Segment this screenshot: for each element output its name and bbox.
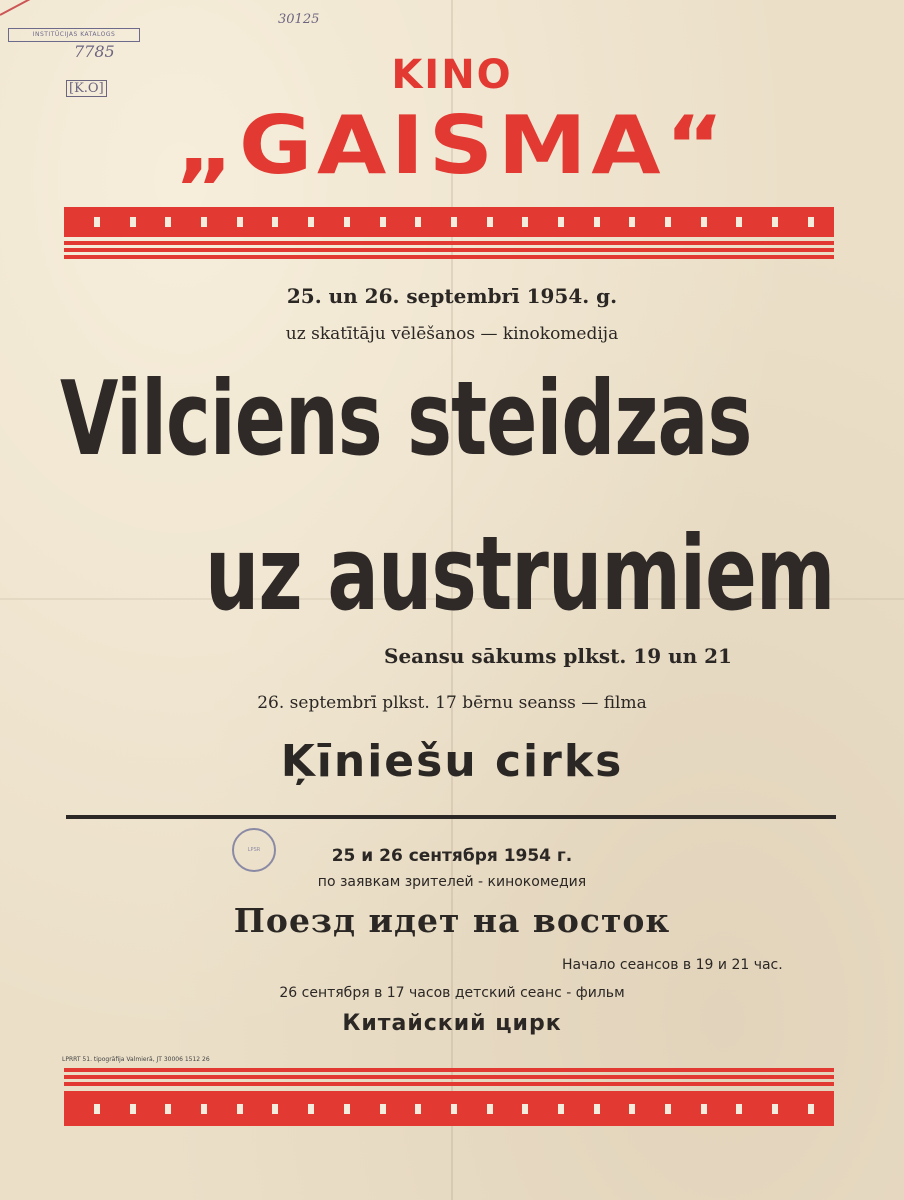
strip-hole <box>272 217 278 227</box>
strip-hole <box>415 217 421 227</box>
strip-hole <box>201 217 207 227</box>
strip-hole <box>344 1104 350 1114</box>
kids-film-title-ru: Китайский цирк <box>342 1011 562 1036</box>
strip-hole <box>808 1104 814 1114</box>
strip-hole <box>665 217 671 227</box>
strip-hole <box>629 1104 635 1114</box>
strip-hole <box>808 217 814 227</box>
strip-hole <box>558 217 564 227</box>
top-strip-holes <box>94 207 814 237</box>
screening-date-ru: 25 и 26 сентября 1954 г. <box>331 846 573 866</box>
top-strip-line-1 <box>64 241 834 245</box>
strip-hole <box>165 217 171 227</box>
bottom-strip-line-2 <box>64 1075 834 1079</box>
bottom-strip-holes <box>94 1091 814 1126</box>
genre-line-ru: по заявкам зрителей - кинокомедия <box>317 874 587 890</box>
strip-hole <box>308 1104 314 1114</box>
handwritten-number: 7785 <box>74 42 115 61</box>
strip-hole <box>665 1104 671 1114</box>
top-strip-line-3 <box>64 255 834 259</box>
strip-hole <box>701 1104 707 1114</box>
strip-hole <box>487 217 493 227</box>
bottom-strip-band <box>64 1091 834 1126</box>
bottom-strip-line-3 <box>64 1082 834 1086</box>
strip-hole <box>451 1104 457 1114</box>
session-times-ru: Начало сеансов в 19 и 21 час. <box>562 957 783 973</box>
genre-line-lv: uz skatītāju vēlēšanos — kinokomedija <box>285 324 619 344</box>
printer-imprint: LPRRT 51. tipogrāfija Valmierā, JT 30006 1512 26 <box>62 1056 210 1063</box>
strip-hole <box>201 1104 207 1114</box>
kids-film-title-lv: Ķīniešu cirks <box>280 736 624 787</box>
strip-hole <box>380 217 386 227</box>
strip-hole <box>344 217 350 227</box>
handwritten-code: 30125 <box>278 12 320 27</box>
strip-hole <box>594 217 600 227</box>
strip-hole <box>237 217 243 227</box>
strip-hole <box>272 1104 278 1114</box>
strip-hole <box>558 1104 564 1114</box>
strip-hole <box>130 1104 136 1114</box>
cinema-name: „GAISMA“ <box>175 99 729 192</box>
library-round-stamp: LPSR <box>232 828 276 872</box>
film-title-line-2: uz austrumiem <box>205 515 835 634</box>
strip-hole <box>736 217 742 227</box>
strip-hole <box>629 217 635 227</box>
kids-session-lv: 26. septembrī plkst. 17 bērnu seanss — filma <box>257 693 647 713</box>
strip-hole <box>165 1104 171 1114</box>
strip-hole <box>94 217 100 227</box>
kino-label: KINO <box>391 52 513 98</box>
strip-hole <box>772 1104 778 1114</box>
strip-hole <box>380 1104 386 1114</box>
bottom-strip-line-1 <box>64 1068 834 1072</box>
strip-hole <box>594 1104 600 1114</box>
box-mark-stamp: [K.O] <box>66 80 107 97</box>
screening-date-lv: 25. un 26. septembrī 1954. g. <box>286 284 618 308</box>
archive-stamp: INSTITŪCIJAS KATALOGS <box>8 28 140 42</box>
strip-hole <box>736 1104 742 1114</box>
strip-hole <box>94 1104 100 1114</box>
strip-hole <box>308 217 314 227</box>
strip-hole <box>522 1104 528 1114</box>
strip-hole <box>130 217 136 227</box>
strip-hole <box>415 1104 421 1114</box>
film-title-ru: Поезд идет на восток <box>233 901 671 940</box>
strip-hole <box>487 1104 493 1114</box>
top-strip-line-2 <box>64 248 834 252</box>
top-strip-band <box>64 207 834 237</box>
strip-hole <box>772 217 778 227</box>
kids-session-ru: 26 сентября в 17 часов детский сеанс - фильм <box>279 985 625 1001</box>
strip-hole <box>237 1104 243 1114</box>
strip-hole <box>451 217 457 227</box>
strip-hole <box>701 217 707 227</box>
film-title-line-1: Vilciens steidzas <box>60 360 752 479</box>
strip-hole <box>522 217 528 227</box>
section-divider <box>66 815 836 819</box>
session-times-lv: Seansu sākums plkst. 19 un 21 <box>384 644 732 668</box>
